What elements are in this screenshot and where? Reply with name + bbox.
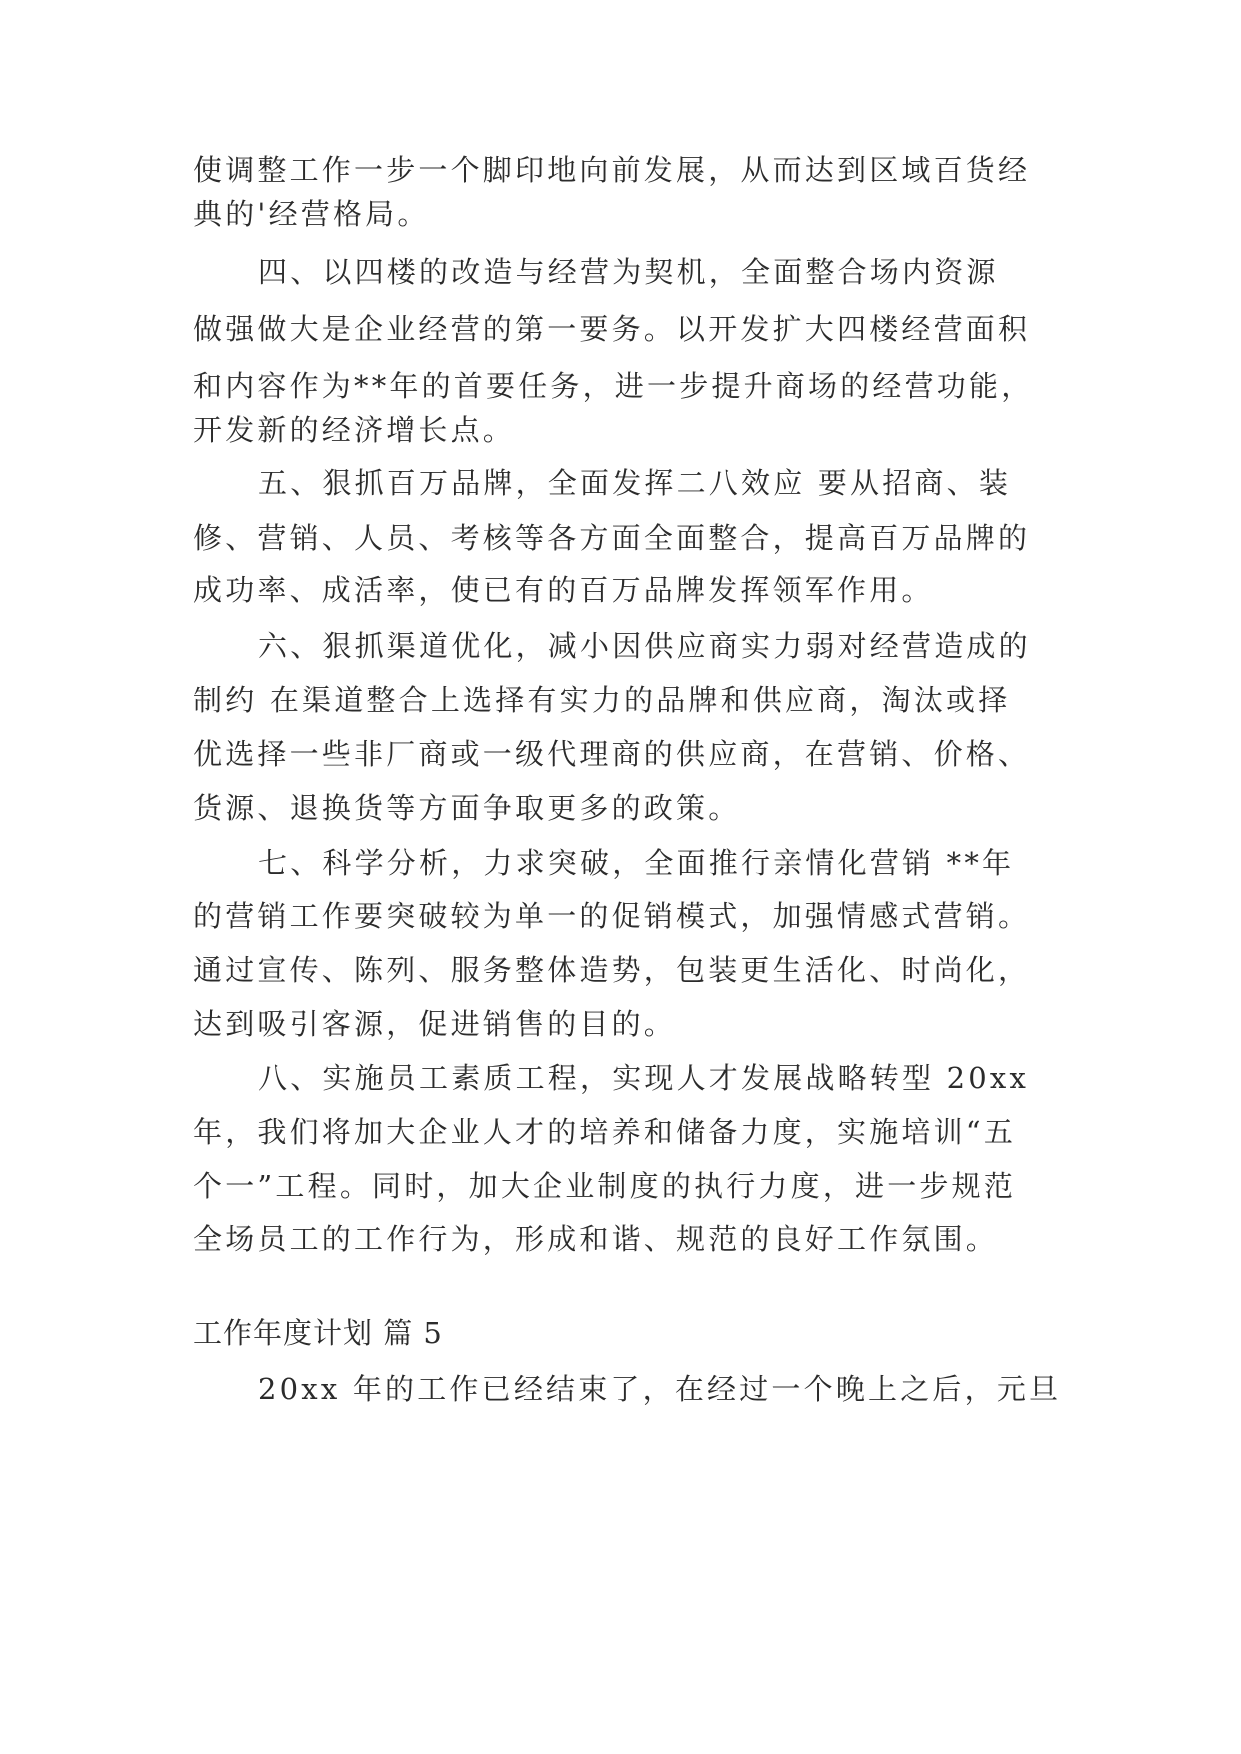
paragraph-line: 四、以四楼的改造与经营为契机，全面整合场内资源	[258, 255, 999, 289]
paragraph-line: 和内容作为**年的首要任务，进一步提升商场的经营功能，	[193, 369, 1034, 403]
paragraph-line: 通过宣传、陈列、服务整体造势，包装更生活化、时尚化，	[193, 953, 1031, 987]
paragraph-line: 个一”工程。同时，加大企业制度的执行力度，进一步规范	[193, 1169, 1017, 1203]
paragraph-line: 典的'经营格局。	[193, 197, 430, 231]
section-heading: 工作年度计划 篇 5	[193, 1316, 443, 1350]
paragraph-line: 修、营销、人员、考核等各方面全面整合，提高百万品牌的	[193, 521, 1031, 555]
paragraph-line: 的营销工作要突破较为单一的促销模式，加强情感式营销。	[193, 899, 1031, 933]
paragraph-line: 全场员工的工作行为，形成和谐、规范的良好工作氛围。	[193, 1222, 999, 1256]
paragraph-line: 货源、退换货等方面争取更多的政策。	[193, 791, 741, 825]
paragraph-line: 20xx 年的工作已经结束了，在经过一个晚上之后，元旦	[258, 1372, 1062, 1406]
paragraph-line: 七、科学分析，力求突破，全面推行亲情化营销 **年	[258, 846, 1015, 880]
paragraph-line: 使调整工作一步一个脚印地向前发展，从而达到区域百货经	[193, 153, 1031, 187]
paragraph-line: 五、狠抓百万品牌，全面发挥二八效应 要从招商、装	[258, 466, 1012, 500]
paragraph-line: 成功率、成活率，使已有的百万品牌发挥领军作用。	[193, 573, 934, 607]
paragraph-line: 开发新的经济增长点。	[193, 413, 516, 447]
paragraph-line: 八、实施员工素质工程，实现人才发展战略转型 20xx	[258, 1061, 1030, 1095]
paragraph-line: 制约 在渠道整合上选择有实力的品牌和供应商，淘汰或择	[193, 683, 1011, 717]
paragraph-line: 优选择一些非厂商或一级代理商的供应商，在营销、价格、	[193, 737, 1031, 771]
paragraph-line: 年，我们将加大企业人才的培养和储备力度，实施培训“五	[193, 1115, 1017, 1149]
paragraph-line: 做强做大是企业经营的第一要务。以开发扩大四楼经营面积	[193, 312, 1031, 346]
paragraph-line: 六、狠抓渠道优化，减小因供应商实力弱对经营造成的	[258, 629, 1031, 663]
paragraph-line: 达到吸引客源，促进销售的目的。	[193, 1007, 677, 1041]
